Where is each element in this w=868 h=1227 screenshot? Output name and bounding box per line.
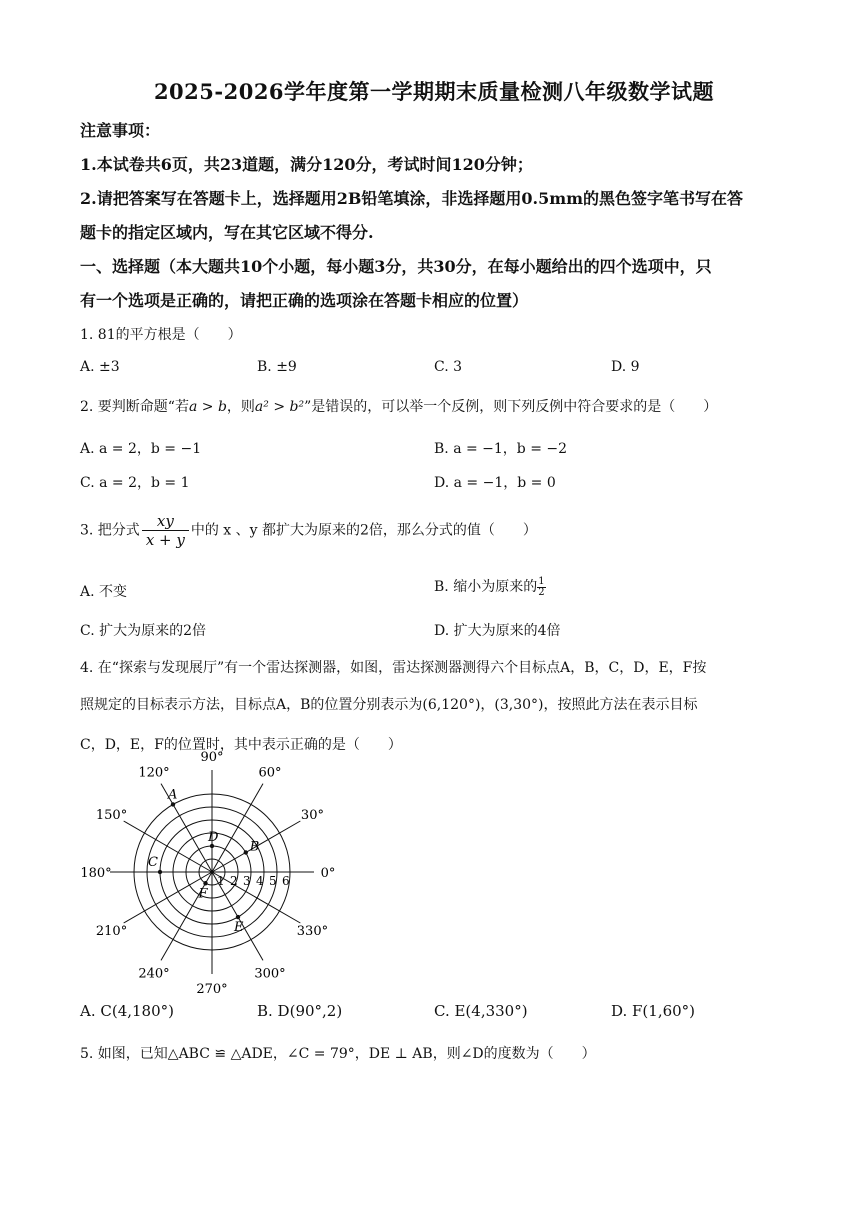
radar-point-E-dot bbox=[236, 915, 240, 919]
radar-point-F-dot bbox=[203, 881, 207, 885]
radar-angle-label-300: 300° bbox=[254, 966, 286, 982]
radar-ring-label-6: 6 bbox=[282, 874, 290, 888]
radar-ring-label-2: 2 bbox=[230, 874, 238, 888]
radar-point-F-label: F bbox=[198, 886, 208, 902]
radar-angle-label-120: 120° bbox=[138, 765, 170, 781]
question-2-stem-post: ”是错误的，可以举一个反例，则下列反例中符合要求的是（ ） bbox=[304, 399, 718, 415]
radar-angle-label-240: 240° bbox=[138, 966, 170, 982]
radar-diagram bbox=[80, 750, 336, 997]
section-1-heading-line-2: 有一个选项是正确的，请把正确的选项涂在答题卡相应的位置） bbox=[80, 291, 529, 310]
radar-ray-240 bbox=[161, 872, 212, 960]
radar-angle-label-0: 0° bbox=[320, 866, 336, 881]
question-3-option-b-text: B. 缩小为原来的 bbox=[434, 579, 538, 595]
radar-rays bbox=[110, 770, 314, 974]
question-2-stem-mid: ，则 bbox=[226, 399, 255, 415]
question-4-option-a[interactable]: A. C(4,180°) bbox=[80, 1002, 174, 1020]
question-3-option-b-fraction bbox=[537, 577, 545, 598]
radar-angle-label-90: 90° bbox=[200, 750, 224, 765]
question-2-option-a[interactable]: A. a = 2，b = −1 bbox=[80, 441, 202, 457]
notice-item-2-line-2: 题卡的指定区域内，写在其它区域不得分. bbox=[80, 223, 374, 242]
question-4-line-2: 照规定的目标表示方法，目标点A，B的位置分别表示为(6,120°)，(3,30°)，按照此方法在表示目标 bbox=[80, 697, 698, 713]
notice-heading: 注意事项： bbox=[80, 121, 161, 140]
question-1-option-b[interactable]: B. ±9 bbox=[257, 359, 297, 375]
question-4-line-1: 4. 在“探索与发现展厅”有一个雷达探测器，如图，雷达探测器测得六个目标点A，B，C，D，E，F按 bbox=[80, 660, 707, 676]
question-1-option-a[interactable]: A. ±3 bbox=[80, 359, 120, 375]
question-2-option-d[interactable]: D. a = −1，b = 0 bbox=[434, 475, 556, 491]
question-3-stem-pre: 3. 把分式 bbox=[80, 522, 140, 539]
question-2-condition-2: a² > b² bbox=[254, 399, 305, 415]
radar-angle-label-30: 30° bbox=[300, 808, 324, 823]
question-4-line-3: C，D，E，F的位置时，其中表示正确的是（ ） bbox=[80, 737, 402, 753]
radar-point-A-dot bbox=[171, 802, 175, 806]
notice-item-1: 1.本试卷共6页，共23道题，满分120分，考试时间120分钟； bbox=[80, 155, 533, 174]
radar-ring-label-3: 3 bbox=[243, 874, 251, 888]
radar-point-B-dot bbox=[244, 850, 248, 854]
question-5-stem: 5. 如图，已知△ABC ≌ △ADE，∠C = 79°，DE ⊥ AB，则∠D的度数为（ ） bbox=[80, 1046, 596, 1062]
radar-angle-label-270: 270° bbox=[196, 982, 228, 997]
question-3-fraction-numerator: xy bbox=[142, 512, 189, 531]
question-1-stem: 1. 81的平方根是（ ） bbox=[80, 327, 242, 343]
radar-angle-label-150: 150° bbox=[95, 808, 128, 823]
question-3-option-b-numerator: 1 bbox=[538, 575, 545, 587]
radar-point-E-label: E bbox=[234, 920, 244, 936]
question-4-option-d[interactable]: D. F(1,60°) bbox=[611, 1002, 696, 1020]
question-2-stem bbox=[80, 396, 717, 416]
question-2-condition-1: a > b bbox=[188, 399, 227, 415]
question-3-fraction bbox=[142, 512, 189, 549]
question-3-stem-post: 中的 x 、y 都扩大为原来的2倍，那么分式的值（ ） bbox=[190, 522, 537, 539]
radar-angle-label-210: 210° bbox=[95, 924, 128, 939]
radar-ring-label-1: 1 bbox=[217, 874, 225, 888]
question-1-option-c[interactable]: C. 3 bbox=[434, 359, 463, 375]
question-2-option-b[interactable]: B. a = −1，b = −2 bbox=[434, 441, 568, 457]
question-4-option-c[interactable]: C. E(4,330°) bbox=[434, 1002, 528, 1020]
radar-angle-label-180: 180° bbox=[80, 866, 112, 881]
radar-angle-labels bbox=[80, 750, 335, 997]
question-3-fraction-denominator: x + y bbox=[145, 531, 185, 549]
notice-item-2-line-1: 2.请把答案写在答题卡上，选择题用2B铅笔填涂，非选择题用0.5mm的黑色签字笔书写在答 bbox=[80, 189, 744, 208]
radar-point-D-label: D bbox=[208, 830, 219, 845]
question-2-option-c[interactable]: C. a = 2，b = 1 bbox=[80, 475, 190, 491]
question-3-option-b-denominator: 2 bbox=[538, 586, 545, 598]
question-3-stem bbox=[80, 512, 537, 549]
page-title: 2025-2026学年度第一学期期末质量检测八年级数学试题 bbox=[153, 79, 715, 104]
question-3-option-a[interactable]: A. 不变 bbox=[80, 584, 128, 600]
radar-point-A-label: A bbox=[168, 787, 178, 803]
question-4-option-b[interactable]: B. D(90°,2) bbox=[257, 1002, 343, 1020]
question-3-option-b[interactable] bbox=[434, 576, 546, 598]
radar-point-B-label: B bbox=[249, 839, 260, 855]
question-2-stem-pre: 2. 要判断命题“若 bbox=[80, 399, 189, 415]
radar-ring-label-4: 4 bbox=[256, 874, 264, 888]
section-1-heading-line-1: 一、选择题（本大题共10个小题，每小题3分，共30分，在每小题给出的四个选项中，只 bbox=[80, 257, 712, 276]
question-1-option-d[interactable]: D. 9 bbox=[611, 359, 640, 375]
radar-ray-60 bbox=[212, 784, 263, 872]
radar-ring-label-5: 5 bbox=[269, 874, 277, 888]
question-3-option-c[interactable]: C. 扩大为原来的2倍 bbox=[80, 623, 207, 639]
radar-angle-label-60: 60° bbox=[258, 765, 282, 781]
radar-angle-label-330: 330° bbox=[296, 924, 329, 939]
radar-ray-150 bbox=[124, 821, 212, 872]
radar-point-C-label: C bbox=[148, 855, 158, 870]
question-3-option-d[interactable]: D. 扩大为原来的4倍 bbox=[434, 623, 561, 639]
radar-point-C-dot bbox=[158, 870, 162, 874]
